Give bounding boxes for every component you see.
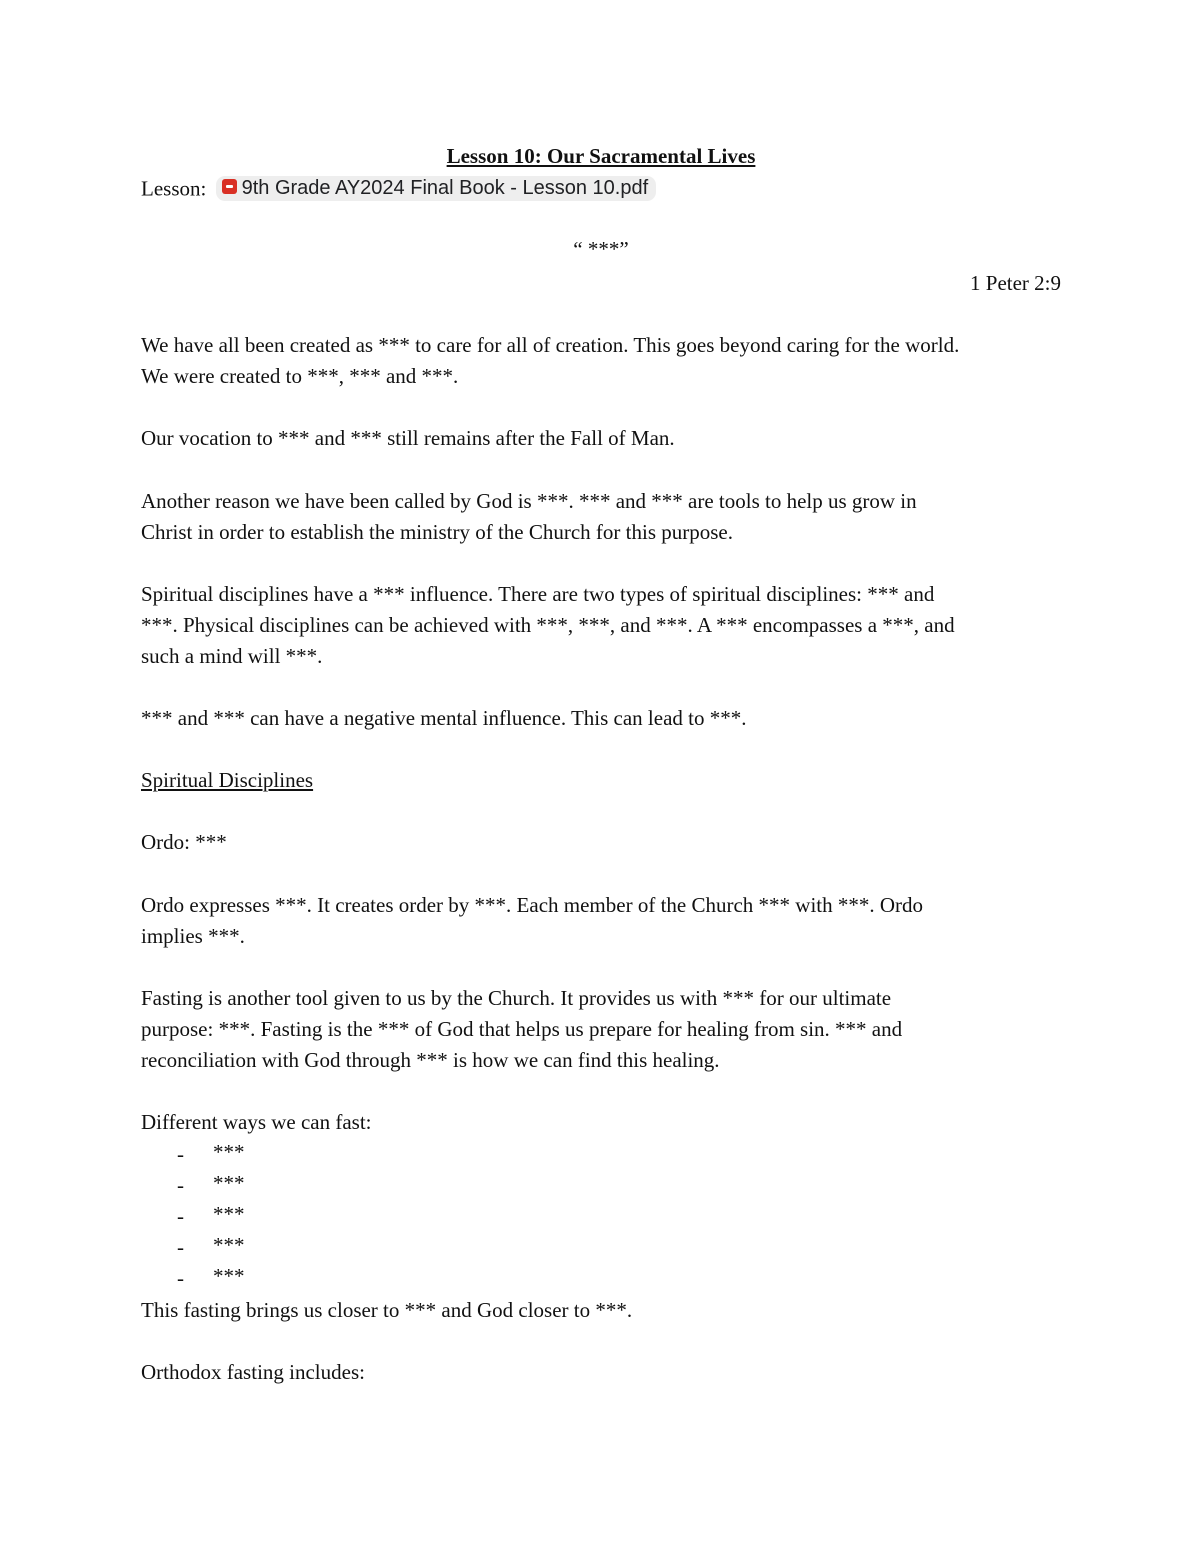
paragraph-line: Fasting is another tool given to us by the Church. It provides us with *** for our ultimate [141,986,892,1010]
paragraph-line: We have all been created as *** to care for all of creation. This goes beyond caring for the world. [141,333,960,357]
pdf-file-name: 9th Grade AY2024 Final Book - Lesson 10.pdf [241,177,649,199]
paragraph-line: Different ways we can fast: [141,1110,372,1134]
document-title: Lesson 10: Our Sacramental Lives [446,144,756,168]
paragraph-line: Another reason we have been called by God is ***. *** and *** are tools to help us grow in [141,489,917,513]
paragraph-line: purpose: ***. Fasting is the *** of God that helps us prepare for healing from sin. *** and [141,1017,903,1041]
paragraph-line: Ordo: *** [141,830,227,854]
paragraph-line: ***. Physical disciplines can be achieved with ***, ***, and ***. A *** encompasses a ***, and [141,613,955,637]
pdf-icon [222,179,237,194]
paragraph-line: Our vocation to *** and *** still remains after the Fall of Man. [141,426,675,450]
paragraph-line: reconciliation with God through *** is how we can find this healing. [141,1048,720,1072]
scripture-quote: “ ***” [573,237,629,261]
list-item-text: *** [213,1233,245,1257]
list-marker: - [177,1235,184,1259]
list-marker: - [177,1204,184,1228]
paragraph-line: *** and *** can have a negative mental influence. This can lead to ***. [141,706,747,730]
list-marker: - [177,1173,184,1197]
list-item-text: *** [213,1264,245,1288]
paragraph-line: Orthodox fasting includes: [141,1360,365,1384]
list-marker: - [177,1266,184,1290]
paragraph-line: Christ in order to establish the ministry of the Church for this purpose. [141,520,733,544]
list-item-text: *** [213,1140,245,1164]
section-heading: Spiritual Disciplines [141,768,314,792]
pdf-file-chip[interactable] [216,176,657,201]
lesson-label: Lesson: [141,176,207,201]
list-item-text: *** [213,1171,245,1195]
paragraph-line: Spiritual disciplines have a *** influence. There are two types of spiritual disciplines: *** and [141,582,935,606]
lesson-link-row [141,178,656,203]
fasting-list [141,1142,1061,1292]
paragraph-line: Ordo expresses ***. It creates order by ***. Each member of the Church *** with ***. Ordo [141,893,924,917]
paragraph-line: implies ***. [141,924,245,948]
list-marker: - [177,1142,184,1166]
paragraph-line: This fasting brings us closer to *** and God closer to ***. [141,1298,633,1322]
list-item-text: *** [213,1202,245,1226]
scripture-reference: 1 Peter 2:9 [970,271,1061,295]
paragraph-line: We were created to ***, *** and ***. [141,364,459,388]
paragraph-line: such a mind will ***. [141,644,323,668]
